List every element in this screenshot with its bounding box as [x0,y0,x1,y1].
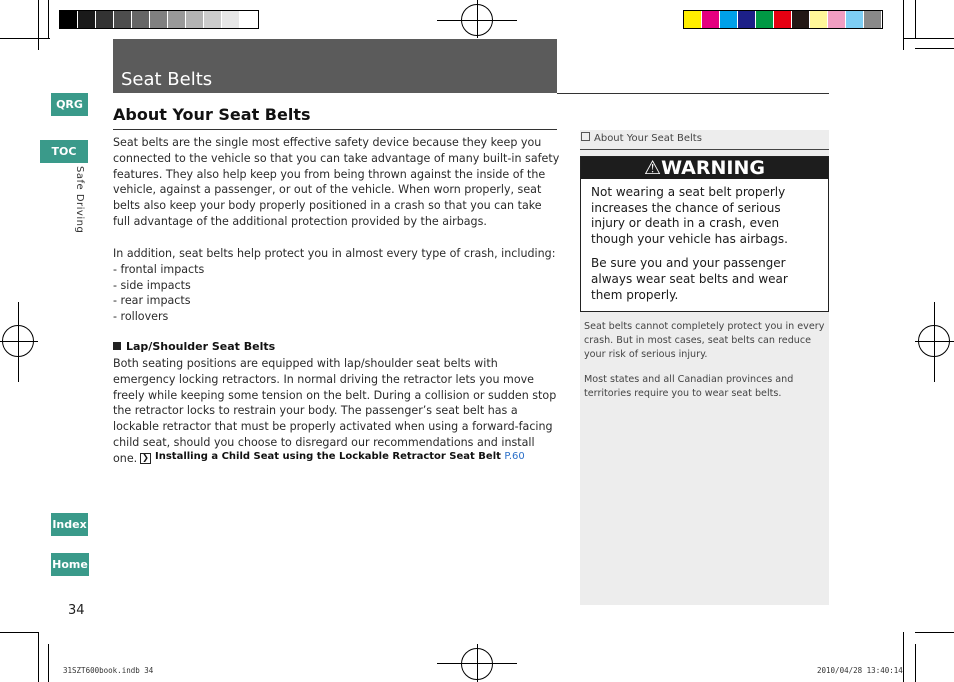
color-swatch [186,11,204,28]
sidebar-heading-text: About Your Seat Belts [594,133,702,144]
note-icon [581,132,590,141]
sidebar-note-1: Seat belts cannot completely protect you in every crash. But in most cases, seat belts can reduce your risk of serious injury. [584,321,825,360]
chapter-side-label: Safe Driving [74,166,85,234]
color-swatch [78,11,96,28]
page-number: 34 [68,603,85,618]
crash-types-block [113,246,561,325]
color-swatch [168,11,186,28]
intro-text: Seat belts are the single most effective safety device because they keep you connected to the vehicle so that you can take advantage of many built-in safety features. They also help keep you from being thrown against the inside of the vehicle, against a passenger, or out of the vehicle. When worn properly, seat belts also keep your body properly positioned in a crash so that you can take full advantage of the additional protection provided by the airbags. [113,136,560,228]
color-swatch [864,11,882,28]
color-swatch [60,11,78,28]
sidebar-note-2: Most states and all Canadian provinces and territories require you to wear seat belts. [584,374,794,399]
cross-reference[interactable] [140,451,525,464]
home-button[interactable]: Home [51,553,89,576]
sidebar-rule [580,149,829,150]
warning-box [580,156,829,312]
chapter-header-bar [113,39,557,93]
warning-header [581,157,828,179]
chapter-title: Seat Belts [121,69,213,90]
color-swatch [756,11,774,28]
list-item: - rollovers [113,310,169,324]
cross-ref-arrow-icon: ❯ [140,453,151,464]
color-swatch [204,11,222,28]
color-swatch [828,11,846,28]
footer-timestamp: 2010/04/28 13:40:14 [817,666,903,675]
list-item: - frontal impacts [113,262,205,276]
color-swatch [684,11,702,28]
color-swatch [240,11,258,28]
section-rule [113,129,557,130]
warning-triangle-icon: ⚠ [644,157,662,179]
color-swatch [774,11,792,28]
color-swatch [810,11,828,28]
color-swatch [114,11,132,28]
gray-swatch-strip [59,10,259,29]
color-swatch [222,11,240,28]
subheading-text: Lap/Shoulder Seat Belts [126,340,276,353]
lap-shoulder-heading [113,340,275,353]
list-item: - side impacts [113,278,191,292]
index-button[interactable]: Index [51,513,88,536]
color-swatch [702,11,720,28]
color-swatch [150,11,168,28]
warning-body [581,179,828,303]
page-link[interactable]: P.60 [504,451,525,462]
color-swatch [738,11,756,28]
sidebar-heading [580,130,829,148]
color-swatch [846,11,864,28]
color-swatch-strip [683,10,883,29]
lap-shoulder-paragraph [113,356,561,467]
warning-text-2: Be sure you and your passenger always wear seat belts and wear them properly. [591,256,788,302]
footer-file-info: 31SZT600book.indb 34 [63,666,154,675]
section-title: About Your Seat Belts [113,105,311,124]
lap-shoulder-text: Both seating positions are equipped with lap/shoulder seat belts with emergency locking retractors. In normal driving the retractor lets you move freely while keeping some tension on the belt. During a collision or sudden stop the retractor locks to restrain your body. The passenger’s seat belt has a lockable retractor that must be properly activated when using a forward-facing child seat, should you choose to disregard our recommendations and install one. [113,357,557,465]
qrg-button[interactable]: QRG [51,93,88,116]
warning-text-1: Not wearing a seat belt properly increases the chance of serious injury or death in a crash, even though your vehicle has airbags. [591,185,788,246]
warning-title: WARNING [661,157,765,179]
toc-button[interactable]: TOC [40,140,88,163]
header-rule [557,93,829,94]
intro-paragraph [113,135,561,230]
crash-types-intro: In addition, seat belts help protect you in almost every type of crash, including: [113,247,556,260]
color-swatch [132,11,150,28]
square-bullet-icon [113,342,121,350]
color-swatch [96,11,114,28]
list-item: - rear impacts [113,294,191,308]
color-swatch [792,11,810,28]
cross-ref-text: Installing a Child Seat using the Lockable Retractor Seat Belt [155,451,501,462]
color-swatch [720,11,738,28]
